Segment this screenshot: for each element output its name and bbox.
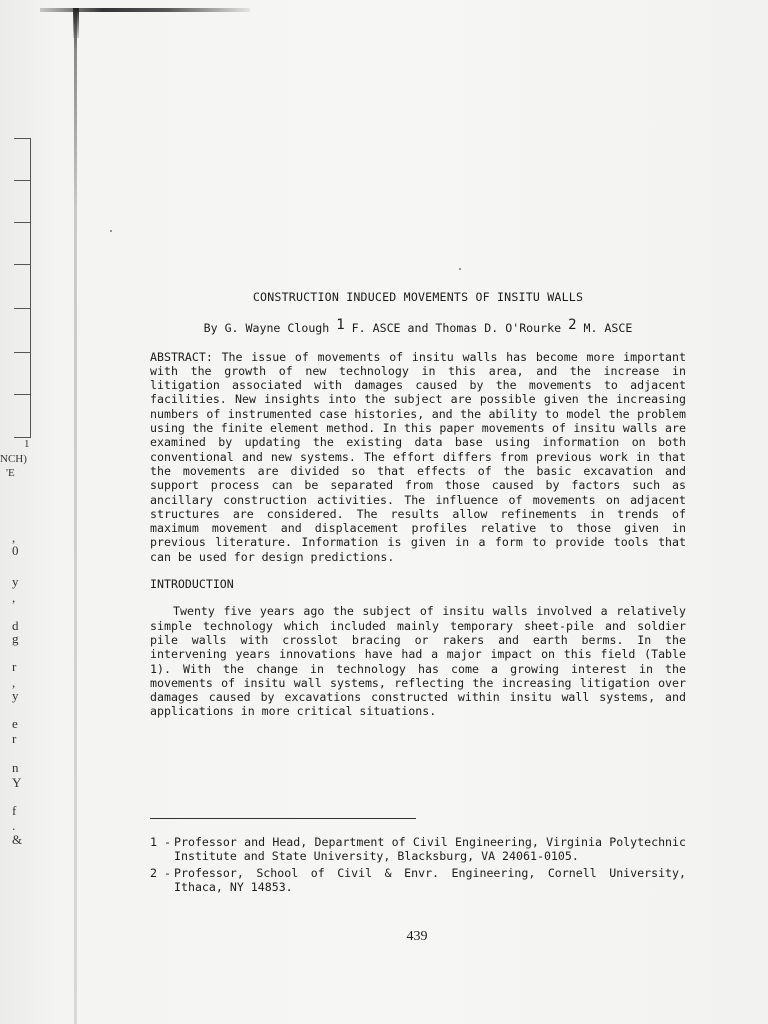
footnote-number: 2 - — [150, 865, 171, 880]
scan-speck — [110, 230, 112, 232]
section-heading: INTRODUCTION — [150, 577, 234, 592]
margin-fragment: y — [12, 688, 19, 703]
margin-fragment: e — [12, 716, 18, 731]
footnote-marker: 2 — [568, 317, 577, 334]
ruler-label: 'E — [6, 467, 15, 479]
footnote — [150, 835, 686, 864]
scan-speck — [459, 268, 461, 270]
margin-fragment: y — [12, 574, 19, 589]
author-suffix: M. ASCE — [583, 321, 633, 336]
margin-fragment: r — [12, 731, 17, 746]
ruler-tick — [14, 138, 31, 139]
ruler-line — [30, 138, 31, 438]
margin-fragment: , — [12, 675, 16, 690]
footnotes — [150, 835, 686, 896]
binding-shadow — [74, 10, 77, 1024]
ruler-label: NCH) — [0, 453, 27, 465]
margin-fragment: n — [12, 760, 19, 775]
footnote — [150, 866, 686, 895]
paper-body — [150, 290, 686, 732]
footnote-rule — [150, 818, 416, 819]
scan-artifact-top — [40, 8, 250, 12]
margin-fragment: . — [12, 818, 16, 833]
margin-fragment: f — [12, 803, 17, 818]
intro-paragraph: Twenty five years ago the subject of insitu walls involved a relatively simple technology which included mainly temporary sheet-pile and soldier pile walls with crosslot bracing or rakers and earth berms. In the intervening years innovations have had a major impact on this field (Table 1). With the change in technology has come a growing interest in the movements of insitu wall systems, reflecting the increasing litigation over damages caused by excavations constructed within insitu wall systems, and applications in more critical situations. — [150, 604, 686, 719]
page-number: 439 — [406, 929, 428, 944]
footnote-number: 1 - — [150, 835, 171, 849]
abstract: ABSTRACT: The issue of movements of insitu walls has become more important with the growth of new technology in this area, and the increase in litigation associated with damages caused by the movements to adjacent facilities. New insights into the subject are possible given the increasing numbers of instrumented case histories, and the ability to model the problem using the finite element method. In this paper movements of insitu walls are examined by updating the existing data base using information on both conventional and new systems. The effort differs from previous work in that the movements are divided so that effects of the basic excavation and support process can be separated from those caused by factors such as ancillary construction activities. The influence of movements on adjacent structures are considered. The results allow refinements in trends of maximum movement and displacement profiles relative to those given in previous literature. Information is given in a form to provide tools that can be used for design predictions. — [150, 349, 686, 564]
ruler-tick — [14, 222, 31, 223]
margin-fragment: 0 — [12, 543, 19, 558]
author-middle: F. ASCE and Thomas D. O'Rourke — [351, 321, 562, 336]
margin-ruler — [0, 138, 40, 438]
margin-fragment: , — [12, 530, 16, 545]
margin-fragment: d — [12, 618, 19, 633]
footnote-text: Professor, School of Civil & Envr. Engineering, Cornell University, Ithaca, NY 14853. — [174, 865, 686, 894]
margin-fragment: & — [12, 832, 23, 847]
margin-fragment: g — [12, 631, 19, 646]
margin-fragment: Y — [12, 775, 22, 790]
footnote-text: Professor and Head, Department of Civil Engineering, Virginia Polytechnic Institute and State University, Blacksburg, VA 24061-0105. — [174, 835, 686, 864]
ruler-tick — [14, 394, 31, 395]
ruler-tick — [14, 180, 31, 181]
footnote-marker: 1 — [336, 317, 345, 334]
ruler-label: 1 — [24, 438, 30, 450]
author-line — [150, 318, 686, 335]
ruler-tick — [14, 352, 31, 353]
ruler-tick — [14, 264, 31, 265]
ruler-tick — [14, 308, 31, 309]
author-prefix: By G. Wayne Clough — [203, 321, 330, 336]
margin-fragment: , — [12, 590, 16, 605]
paper-title: CONSTRUCTION INDUCED MOVEMENTS OF INSITU WALLS — [252, 290, 584, 304]
margin-fragment: r — [12, 659, 17, 674]
